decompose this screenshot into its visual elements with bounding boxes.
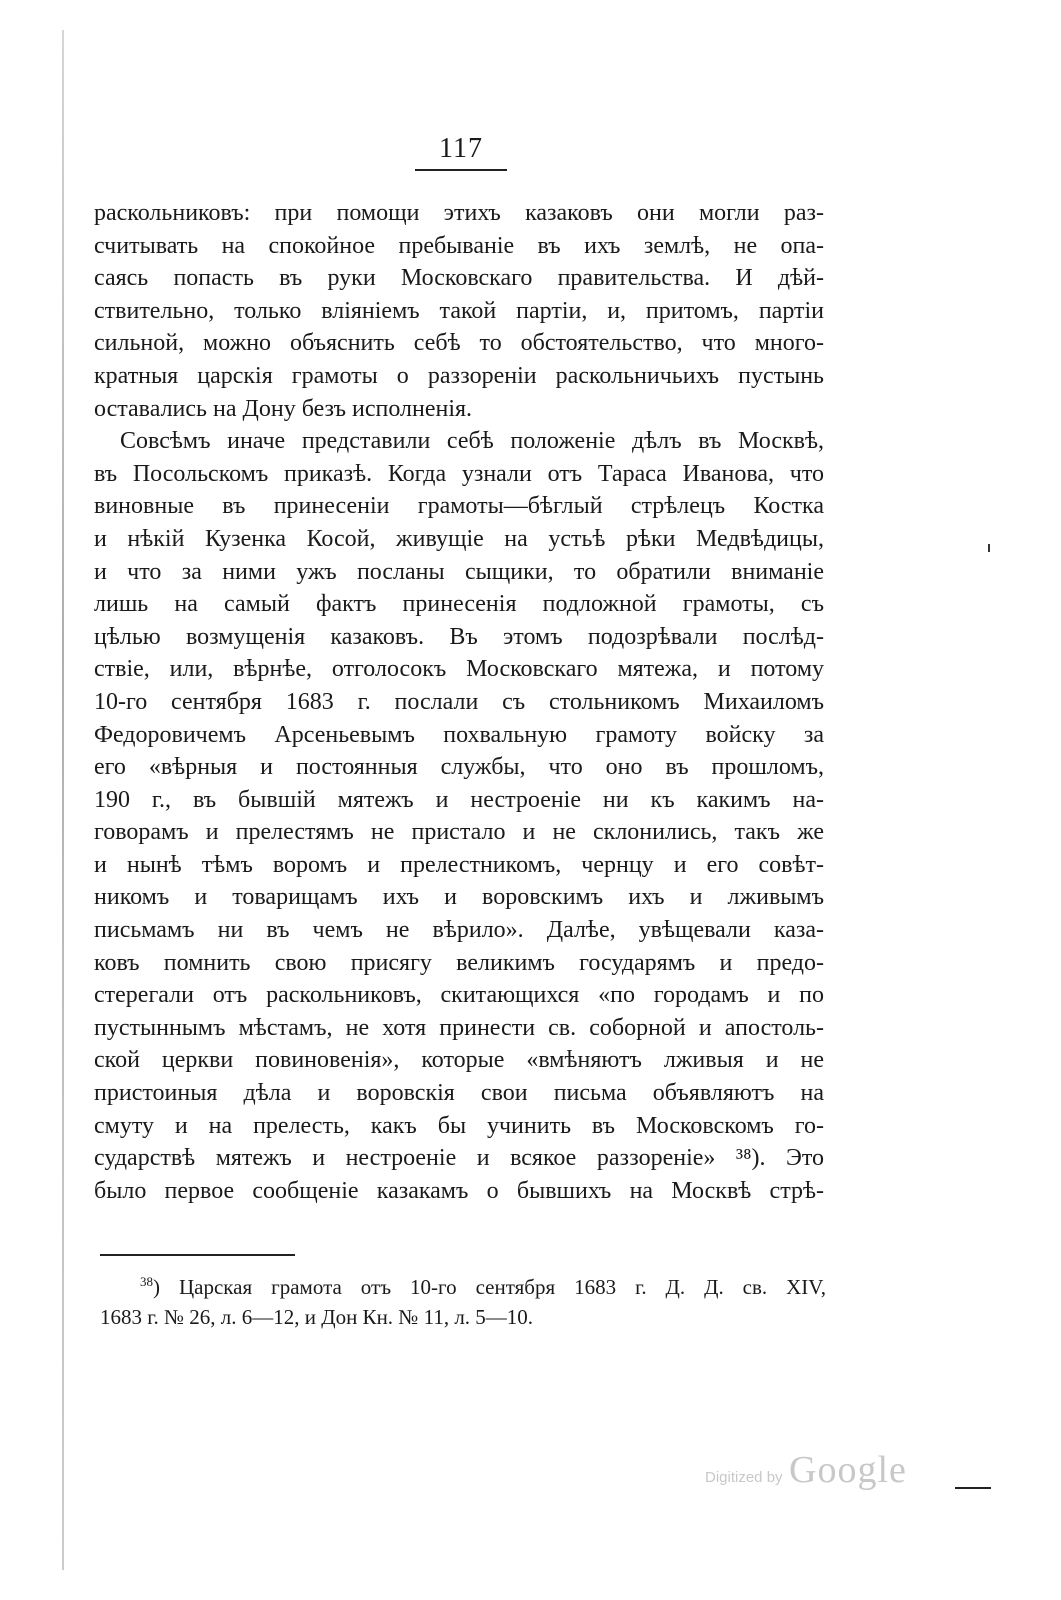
text-line: было первое сообщеніе казакамъ о бывшихъ на Москвѣ стрѣ-	[94, 1177, 824, 1204]
footnote-line	[100, 1272, 826, 1302]
text-line: саясь попасть въ руки Московскаго правительства. И дѣй-	[94, 265, 824, 292]
page-number: 117	[415, 133, 507, 171]
scan-edge-line	[62, 30, 64, 1570]
text-line: ствительно, только вліяніемъ такой партіи, и, притомъ, партіи	[94, 297, 824, 324]
text-line: кратныя царскія грамоты о раззореніи раскольничьихъ пустынь	[94, 362, 824, 389]
text-line: ской церкви повиновенія», которые «вмѣняютъ лживыя и не	[94, 1047, 824, 1074]
text-line: письмамъ ни въ чемъ не вѣрило». Далѣе, увѣщевали каза-	[94, 917, 824, 944]
text-line: 10-го сентября 1683 г. послали съ стольникомъ Михаиломъ	[94, 688, 824, 715]
text-line: его «вѣрныя и постоянныя службы, что оно въ прошломъ,	[94, 754, 824, 781]
text-line: сударствѣ мятежъ и нестроеніе и всякое раззореніе» ³⁸). Это	[94, 1145, 824, 1172]
footnote-text: ) Царская грамота отъ 10-го сентября 1683 г. Д. Д. св. XIV,	[153, 1275, 826, 1299]
text-line: въ Посольскомъ приказѣ. Когда узнали отъ Тараса Иванова, что	[94, 460, 824, 487]
text-line: Совсѣмъ иначе представили себѣ положеніе дѣлъ въ Москвѣ,	[120, 428, 824, 455]
text-line: оставались на Дону безъ исполненія.	[94, 395, 473, 422]
text-line: сильной, можно объяснить себѣ то обстоятельство, что много-	[94, 330, 824, 357]
text-line: лишь на самый фактъ принесенія подложной грамоты, съ	[94, 591, 824, 618]
text-line: смуту и на прелесть, какъ бы учинить въ Московскомъ го-	[94, 1112, 824, 1139]
text-line: Федоровичемъ Арсеньевымъ похвальную грамоту войску за	[94, 721, 824, 748]
text-line: говорамъ и прелестямъ не пристало и не склонились, такъ же	[94, 819, 824, 846]
text-line: стерегали отъ раскольниковъ, скитающихся «по городамъ и по	[94, 982, 824, 1009]
footnote-separator	[100, 1254, 295, 1256]
scan-speck	[988, 544, 990, 552]
text-line: ковъ помнить свою присягу великимъ государямъ и предо-	[94, 949, 824, 976]
text-line: пустыннымъ мѣстамъ, не хотя принести св. соборной и апостоль-	[94, 1014, 824, 1041]
text-line: пристоиныя дѣла и воровскія свои письма объявляютъ на	[94, 1080, 824, 1107]
body-text	[94, 197, 824, 1207]
scan-mark	[955, 1487, 991, 1489]
footnotes	[100, 1272, 826, 1332]
watermark-caption: Digitized by	[705, 1469, 783, 1486]
text-line: виновные въ принесеніи грамоты—бѣглый стрѣлецъ Костка	[94, 493, 824, 520]
footnote-marker: 38	[140, 1274, 153, 1289]
text-line: и нынѣ тѣмъ воромъ и прелестникомъ, чернцу и его совѣт-	[94, 851, 824, 878]
text-line: и нѣкій Кузенка Косой, живущіе на устьѣ рѣки Медвѣдицы,	[94, 525, 824, 552]
digitized-watermark	[705, 1448, 907, 1492]
text-line: раскольниковъ: при помощи этихъ казаковъ они могли раз-	[94, 200, 824, 226]
footnote-line: 1683 г. № 26, л. 6—12, и Дон Кн. № 11, л. 5—10.	[100, 1305, 534, 1329]
text-line: 190 г., въ бывшій мятежъ и нестроеніе ни къ какимъ на-	[94, 786, 824, 813]
text-line: никомъ и товарищамъ ихъ и воровскимъ ихъ и лживымъ	[94, 884, 824, 911]
text-line: цѣлью возмущенія казаковъ. Въ этомъ подозрѣвали послѣд-	[94, 623, 824, 650]
text-line: считывать на спокойное пребываніе въ ихъ землѣ, не опа-	[94, 232, 824, 259]
text-line: ствіе, или, вѣрнѣе, отголосокъ Московскаго мятежа, и потому	[94, 656, 824, 683]
text-line: и что за ними ужъ посланы сыщики, то обратили вниманіе	[94, 558, 824, 585]
google-logo: Google	[789, 1449, 907, 1491]
